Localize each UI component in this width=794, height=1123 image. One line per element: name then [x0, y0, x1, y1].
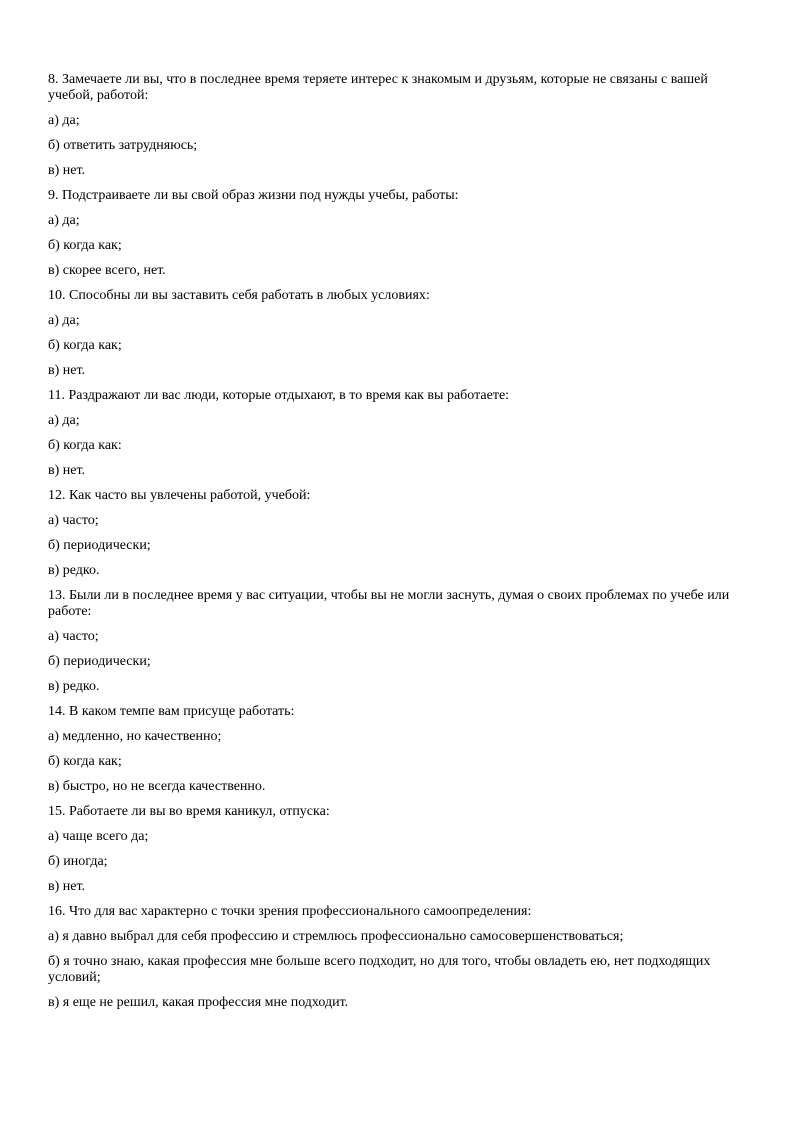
question-text: 13. Были ли в последнее время у вас ситуации, чтобы вы не могли заснуть, думая о своих проблемах по учебе или работе: — [48, 588, 730, 619]
answer-option: б) иногда; — [48, 854, 108, 869]
question-block — [48, 804, 748, 895]
answer-option: а) да; — [48, 313, 80, 328]
answer-option: а) часто; — [48, 629, 99, 644]
answer-option: в) я еще не решил, какая профессия мне подходит. — [48, 995, 349, 1010]
answer-option: в) нет. — [48, 163, 86, 178]
question-text: 16. Что для вас характерно с точки зрения профессионального самоопределения: — [48, 904, 532, 919]
question-block — [48, 904, 748, 1011]
answer-option: б) когда как; — [48, 338, 122, 353]
answer-option: в) редко. — [48, 563, 100, 578]
question-text: 11. Раздражают ли вас люди, которые отдыхают, в то время как вы работаете: — [48, 388, 510, 403]
answer-option: а) я давно выбрал для себя профессию и стремлюсь профессионально самосовершенствоваться; — [48, 929, 624, 944]
answer-option: б) когда как; — [48, 238, 122, 253]
answer-option: б) я точно знаю, какая профессия мне больше всего подходит, но для того, чтобы овладеть ею, нет подходящих условий; — [48, 954, 711, 985]
question-text: 10. Способны ли вы заставить себя работать в любых условиях: — [48, 288, 430, 303]
question-block — [48, 288, 748, 379]
answer-option: в) нет. — [48, 363, 86, 378]
answer-option: б) когда как; — [48, 754, 122, 769]
answer-option: а) медленно, но качественно; — [48, 729, 222, 744]
question-block — [48, 704, 748, 795]
question-block — [48, 488, 748, 579]
document-page — [48, 72, 748, 1020]
question-block — [48, 72, 748, 179]
answer-option: а) чаще всего да; — [48, 829, 149, 844]
question-block — [48, 588, 748, 695]
answer-option: а) да; — [48, 413, 80, 428]
answer-option: б) периодически; — [48, 654, 151, 669]
answer-option: а) часто; — [48, 513, 99, 528]
answer-option: в) нет. — [48, 879, 86, 894]
question-block — [48, 388, 748, 479]
answer-option: б) когда как: — [48, 438, 122, 453]
question-text: 14. В каком темпе вам присуще работать: — [48, 704, 295, 719]
question-text: 12. Как часто вы увлечены работой, учебой: — [48, 488, 311, 503]
question-text: 8. Замечаете ли вы, что в последнее время теряете интерес к знакомым и друзьям, которые не связаны с вашей учебой, работой: — [48, 72, 708, 103]
question-text: 15. Работаете ли вы во время каникул, отпуска: — [48, 804, 330, 819]
answer-option: а) да; — [48, 213, 80, 228]
answer-option: в) редко. — [48, 679, 100, 694]
answer-option: в) нет. — [48, 463, 86, 478]
answer-option: б) периодически; — [48, 538, 151, 553]
question-block — [48, 188, 748, 279]
answer-option: в) быстро, но не всегда качественно. — [48, 779, 266, 794]
answer-option: в) скорее всего, нет. — [48, 263, 166, 278]
answer-option: б) ответить затрудняюсь; — [48, 138, 198, 153]
question-text: 9. Подстраиваете ли вы свой образ жизни под нужды учебы, работы: — [48, 188, 459, 203]
answer-option: а) да; — [48, 113, 80, 128]
